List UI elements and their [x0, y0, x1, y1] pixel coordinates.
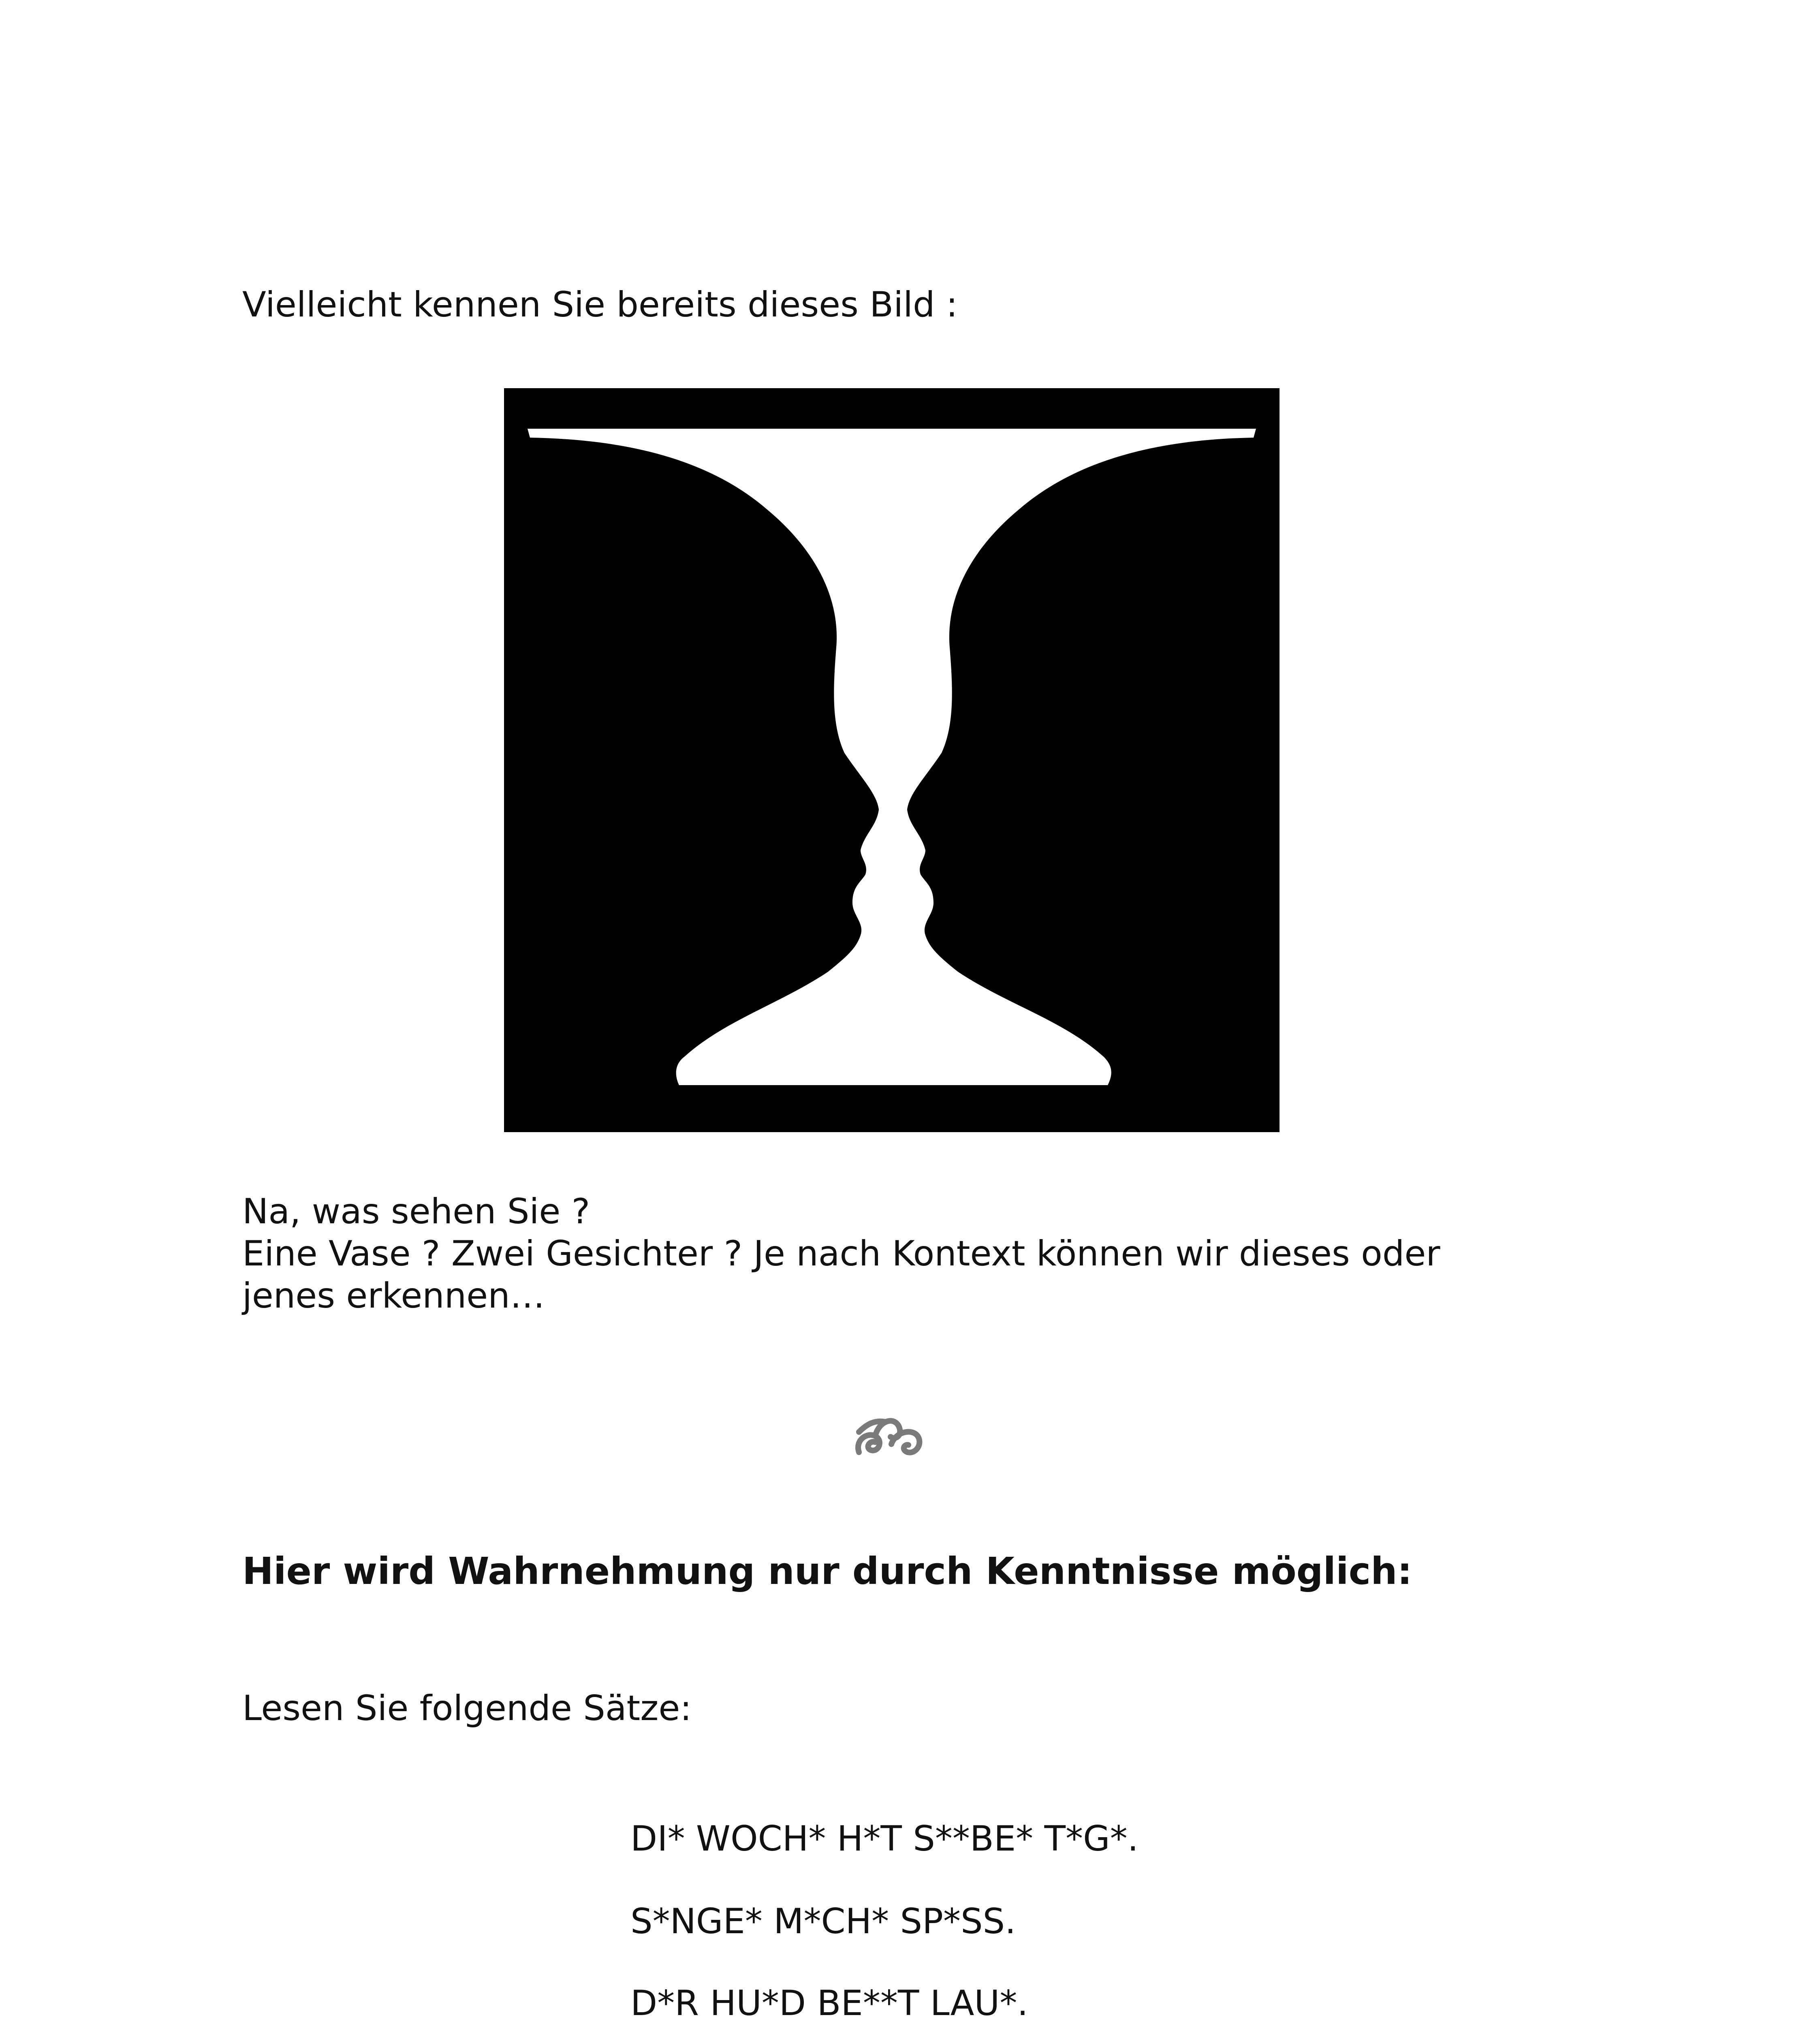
question-line-1: Na, was sehen Sie ?	[242, 1191, 590, 1232]
puzzle-sentence-2: S*NGE* M*CH* SP*SS.	[630, 1901, 1016, 1942]
section-heading: Hier wird Wahrnehmung nur durch Kenntnisse möglich:	[242, 1549, 1412, 1593]
puzzle-sentence-3: D*R HU*D BE**T LAU*.	[630, 1983, 1028, 2024]
instruction-text: Lesen Sie folgende Sätze:	[242, 1688, 692, 1729]
rubin-vase-figure	[504, 388, 1280, 1132]
puzzle-sentence-1: DI* WOCH* H*T S**BE* T*G*.	[630, 1819, 1139, 1859]
floral-ornament-icon	[851, 1408, 924, 1460]
question-line-2: Eine Vase ? Zwei Gesichter ? Je nach Kontext können wir dieses oder jenes erkennen…	[242, 1233, 1440, 1316]
intro-text: Vielleicht kennen Sie bereits dieses Bild :	[242, 284, 958, 325]
